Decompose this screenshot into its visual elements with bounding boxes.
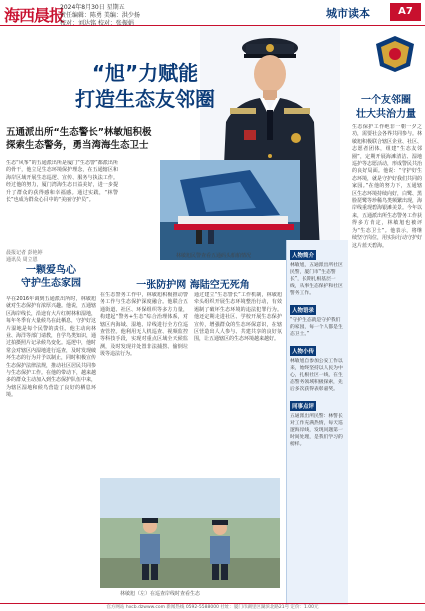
patrol-photo-caption: 林敏旭（左）在巡查岸线时查看生态 xyxy=(120,591,201,597)
page-footer: 官方网站 hxcb.dzwww.com 新闻热线 0592-5588000 社址：厦门市湖里区湖滨北路21号 定价：1.00元 xyxy=(0,603,425,611)
subheadline-line-1: 五通派出所“生态警长”林敏旭积极 xyxy=(6,127,152,138)
profile-tag-colleague: 同事点评 xyxy=(290,401,316,411)
byline-reporter: 晨报记者 彭艳婷 xyxy=(6,250,43,256)
issue-date: 2024年8月30日 星期五 xyxy=(60,4,125,11)
section-title: 城市读本 xyxy=(326,7,370,20)
section1-heading xyxy=(6,264,96,290)
police-badge-icon xyxy=(372,34,418,74)
profile-colleague-text: 五通派出所民警：林警长对工作充满热情，每天巡逻海岸线，发现问题第一时间处理，是我们学习的榜样。 xyxy=(290,414,343,447)
section2-text-col1: 在生态警务工作中，林敏旭积极推动警务工作与生态保护深度融合。他联合五通街道、社区、环保组织等多方力量，构建起“警务+生态”综合治理体系，对辖区内海域、湿地、岸线进行全方位巡查管控。他利用无人机巡查、视频监控等科技手段，实现对重点区域全天候监测，及时发现并处置非法捕捞、偷倒垃圾等违法行为。 xyxy=(100,292,188,358)
profile-quote-text: “守护生态就是守护我们的家园，每一个人都是生态卫士。” xyxy=(290,318,343,337)
headline-line-2: 打造生态友邻圈 xyxy=(75,87,215,111)
right-column-heading xyxy=(352,94,420,122)
profile-tag-intro: 人物简介 xyxy=(290,250,316,260)
issue-editors: 责任编辑：陈勇 美编：洪少扬 xyxy=(60,12,140,19)
right-heading-line-1: 一个友邻圈 xyxy=(361,95,411,106)
headline-line-1: “旭”力赋能 xyxy=(91,61,199,85)
profile-sidebar xyxy=(286,240,348,605)
section1-heading-line-1: 一颗爱鸟心 xyxy=(26,265,76,276)
section1-text: 早在2016年调到五通派出所时，林敏旭就对生态保护有浓厚兴趣。他说，五通辖区海岸线长，沿途有大片红树林和湿地，每年冬季有大量候鸟在此栖息，守护好这片湿地是每个民警的责任。他主动向林业、海洋等部门请教，自学鸟类知识，通过拍摄照片记录候鸟变化。巡逻中，他时常会对辖区内湿地进行巡查，及时发现破坏生态的行为并予以制止，同时积极宣传生态保护法律法规，推动社区居民共同参与生态保护工作。在他的带动下，越来越多的群众主动加入到生态保护队伍中来，为辖区湿地和候鸟营造了良好的栖息环境。 xyxy=(6,296,96,399)
subheadline-line-2: 探索生态警务，勇当湾海生态卫士 xyxy=(6,140,149,151)
intro-paragraph: 生态“风筝”的五通派出所是厦门“生态警”都派出所的骨干，他立足生态环境保护理念，在五通辖区和海岸区域开展生态巡逻、宣传、服务与执法工作。经过他的努力，厦门湾海生态日益美好，进一步提升了群众的获得感和幸福感。通过实践，“林警长”也成为群众心目中的“美丽守护员”。 xyxy=(6,160,118,204)
issue-info xyxy=(60,4,140,28)
section2-heading: 一张防护网 海陆空无死角 xyxy=(136,280,250,291)
newspaper-logo: 海西晨报 xyxy=(4,6,65,25)
headline xyxy=(30,60,260,112)
section2-text-col2: 通过建立“生态警长”工作机制，林敏旭牵头组织开展生态环境整治行动，有效遏制了破坏生态环境的违法犯罪行为。他还定期走进社区、学校开展生态保护宣传，增强群众的生态环保意识，在辖区营造出人人参与、共建共享的良好氛围，让五通辖区的生态环境越来越好。 xyxy=(194,292,282,343)
page-number-badge: A7 xyxy=(390,3,421,21)
byline-correspondent: 通讯员 周立恩 xyxy=(6,257,38,263)
right-column-text: 生态保护工作绝非一朝一夕之功，需要社会各界共同参与。林敏旭积极联合辖区企业、社区、志愿者团体，组建“生态友邻圈”，定期开展海滩清洁、湿地巡护等志愿活动，形成警民共治的良好局面。他说：“守护好生态环境，就是守护好我们共同的家园。”在他的努力下，五通辖区生态环境持续向好，白鹭、黑脸琵鹭等珍稀鸟类频繁出现，海岸线重现碧海银滩美景。今年以来，五通派出所生态警务工作获得多方肯定，林敏旭也被评为“生态卫士”。他表示，将继续坚守岗位，用实际行动守护好这片蓝天碧海。 xyxy=(352,124,422,249)
profile-tag-bio: 人物小传 xyxy=(290,346,316,356)
harbor-ship-photo xyxy=(160,160,300,260)
section1-heading-line-2: 守护生态家园 xyxy=(21,278,81,289)
profile-intro-text: 林敏旭，五通派出所社区民警，厦门市“生态警长”，长期扎根基层一线，从事生态保护和社区警务工作。 xyxy=(290,263,343,296)
byline xyxy=(6,250,118,264)
ship-photo-caption: 林敏旭民警查看五通码头船舶情况 xyxy=(176,253,252,259)
patrol-photo xyxy=(100,478,280,588)
profile-bio-text: 林敏旭自参加公安工作以来，始终坚持以人民为中心，扎根社区一线，在生态警务领域积极探索，先后多次获得表彰嘉奖。 xyxy=(290,359,343,392)
subheadline xyxy=(6,126,236,152)
masthead xyxy=(0,0,425,26)
profile-tag-quote: 人物语录 xyxy=(290,305,316,315)
right-heading-line-2: 壮大共治力量 xyxy=(356,109,416,120)
issue-checker: 校对：刘达铭 校对：张振娟 xyxy=(60,20,134,27)
